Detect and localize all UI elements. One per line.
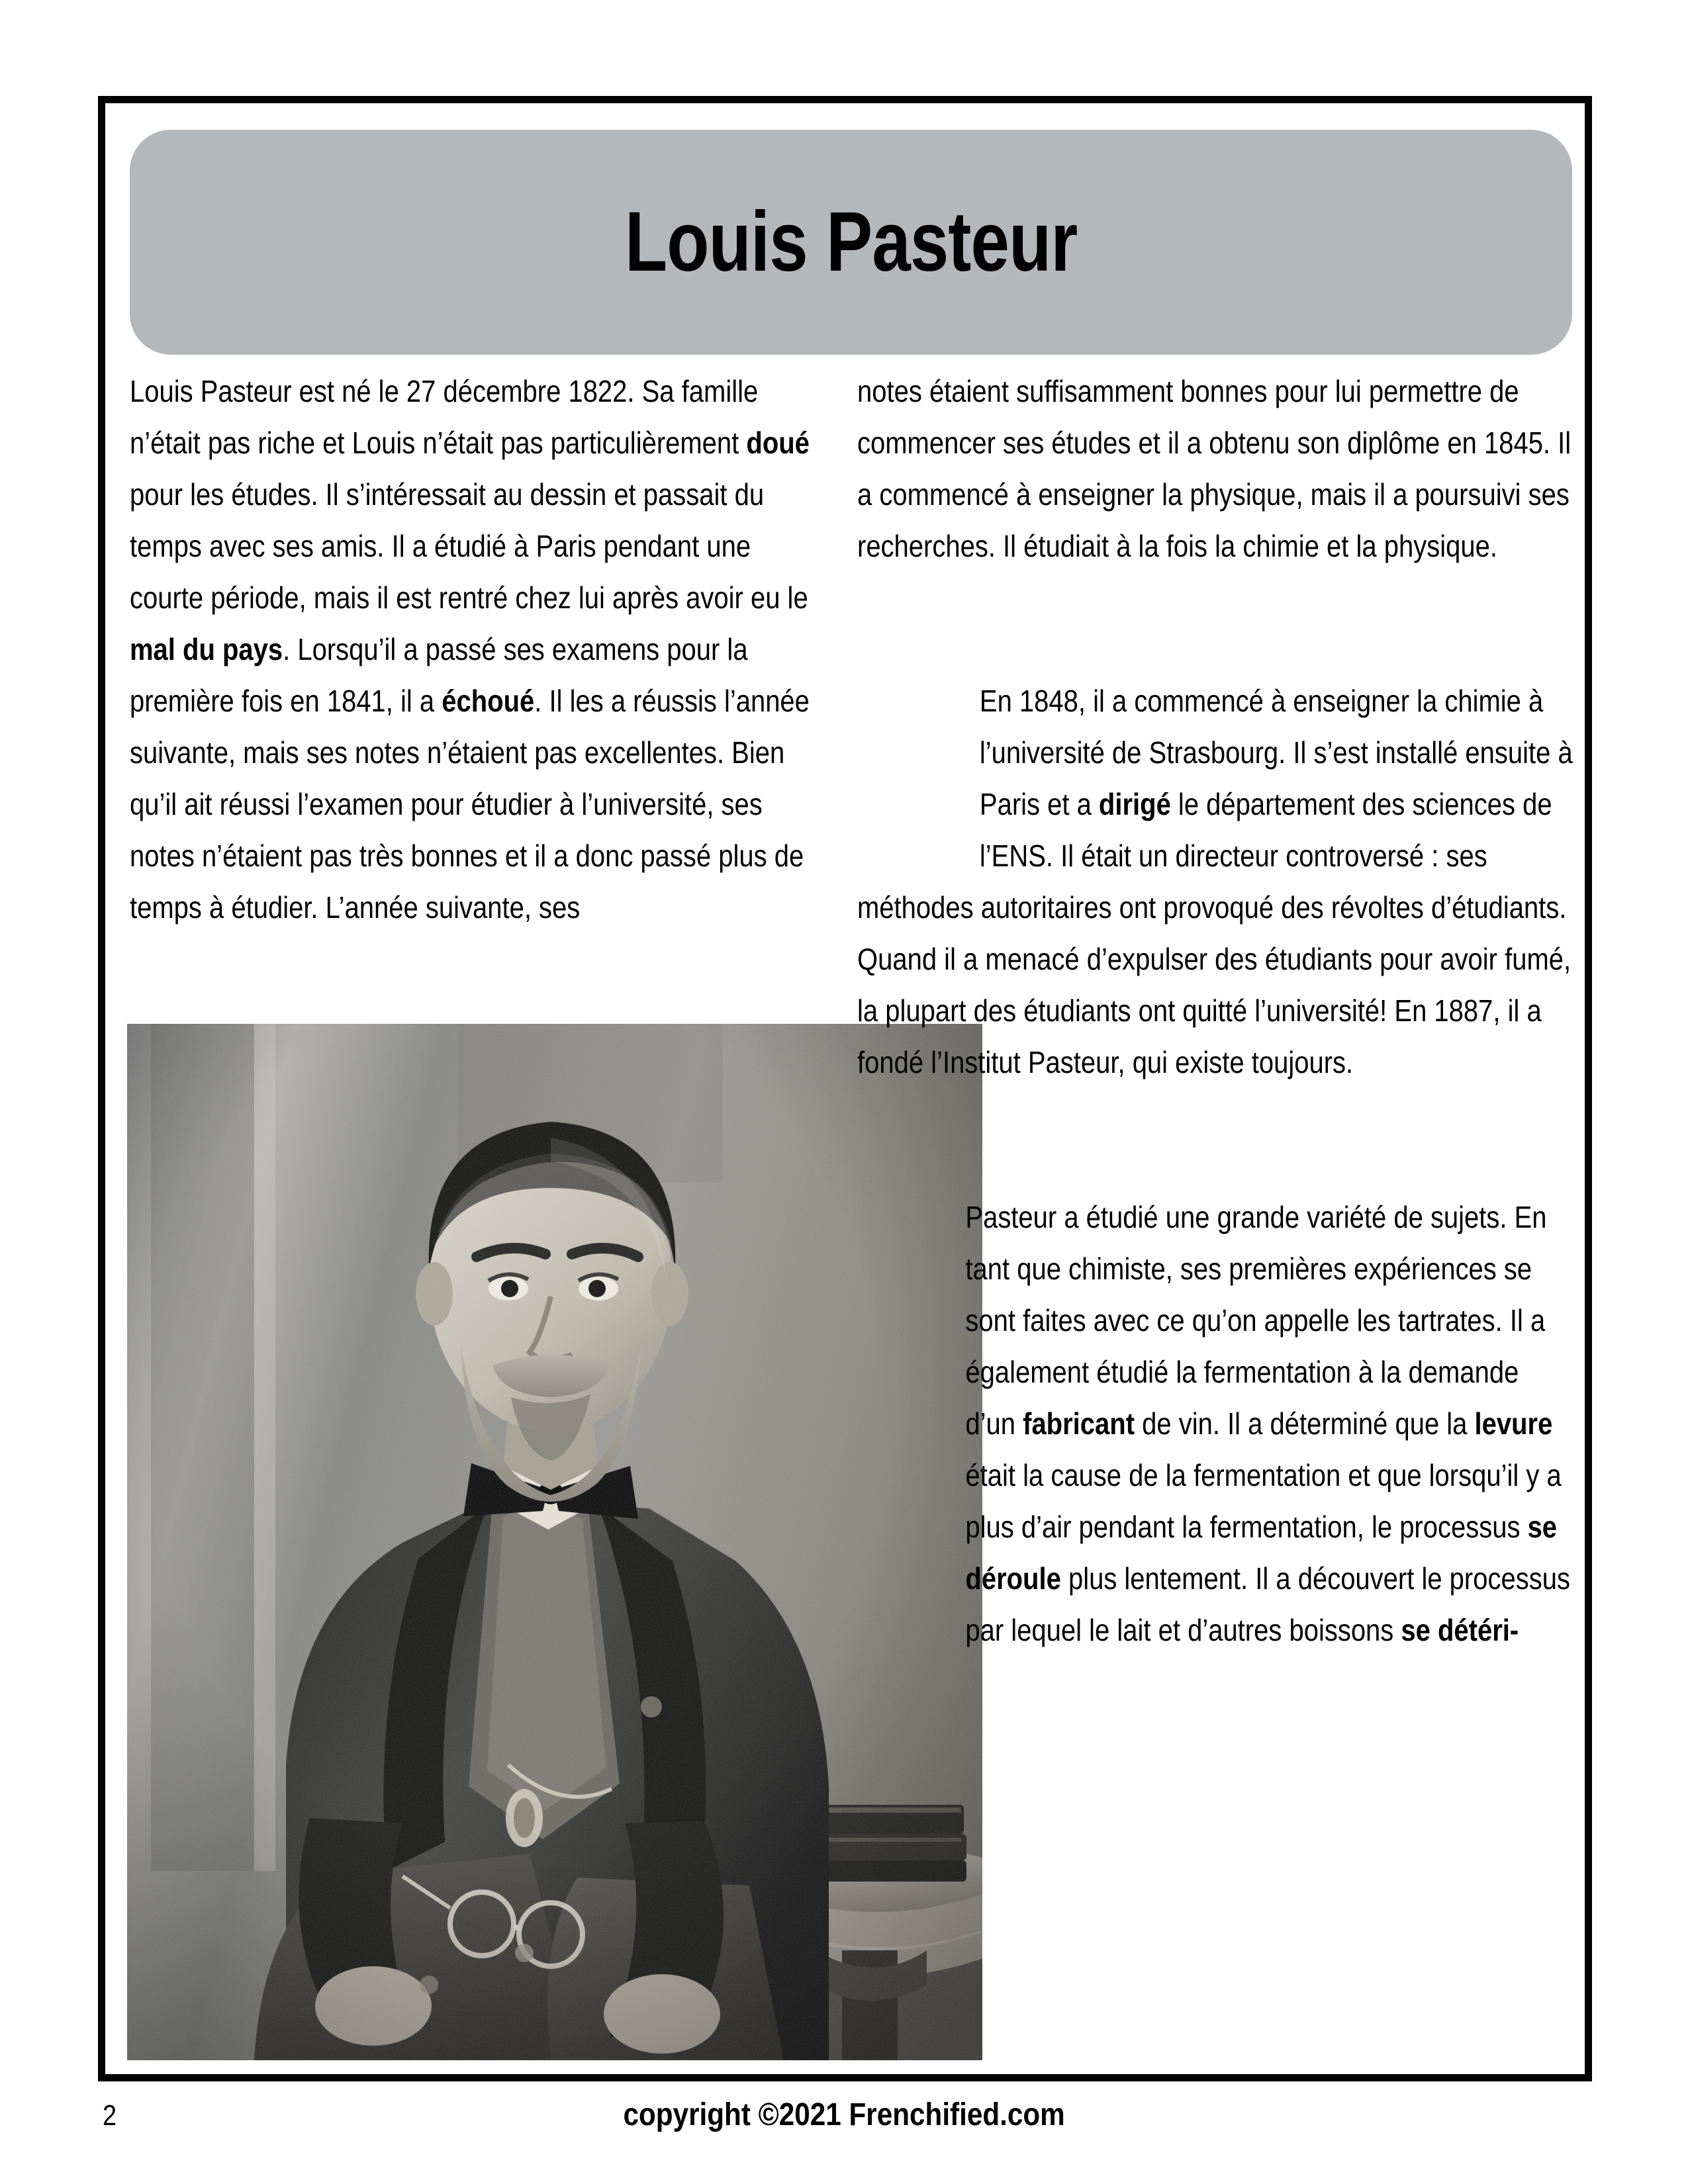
text-run: pour les études. Il s’intéressait au dessin et passait du temps avec ses amis. Il a étudié à Paris pendant une courte période, mais il est rentré chez lui après avoir eu le — [130, 477, 808, 615]
image-wrap-shim — [857, 675, 980, 834]
emphasis-term: se déroule — [965, 1510, 1558, 1596]
text-run: . Lorsqu’il a passé ses examens pour la première fois en 1841, il a — [130, 632, 748, 718]
text-run: de vin. Il a déterminé que la — [1135, 1406, 1475, 1441]
emphasis-term: dirigé — [1098, 787, 1171, 821]
text-run: était la cause de la fermentation et que lorsqu’il y a plus d’air pendant la fermentation, le processus — [965, 1458, 1562, 1544]
text-run: En 1848, il a commencé à enseigner la chimie à l’université de Strasbourg. Il s’est installé ensuite à Paris et a — [979, 684, 1573, 821]
text-run: Pasteur a étudié une grande variété de sujets. En tant que chimiste, ses premières expériences se sont faites avec ce qu’on appelle les tartrates. Il a également étudié la fermentation à la demande d’un — [965, 1200, 1547, 1441]
copyright-notice — [0, 2099, 1688, 2131]
emphasis-term: doué — [746, 426, 810, 460]
left-text-column — [130, 365, 810, 933]
louis-pasteur-portrait-image — [127, 1024, 982, 2060]
text-run: notes étaient suffisamment bonnes pour lui permettre de commencer ses études et il a obtenu son diplôme en 1845. Il a commencé à enseigner la physique, mais il a poursuivi ses recherches. Il étudiait à la fois la chimie et la physique. — [857, 374, 1571, 563]
text-run: Louis Pasteur est né le 27 décembre 1822. Sa famille n’était pas riche et Louis n’était pas particulièrement — [130, 374, 759, 460]
emphasis-term: se détéri- — [1401, 1613, 1519, 1647]
portrait-illustration — [127, 1024, 982, 2060]
paragraph-spacer — [857, 572, 1573, 675]
right-text-column — [857, 365, 1573, 1656]
title-banner — [130, 130, 1572, 355]
emphasis-term: échoué — [442, 684, 535, 718]
emphasis-term: fabricant — [1023, 1406, 1135, 1441]
emphasis-term: levure — [1474, 1406, 1553, 1441]
page-title: Louis Pasteur — [624, 195, 1078, 289]
paragraph-spacer — [857, 1088, 1573, 1191]
paragraph — [130, 365, 810, 933]
paragraph — [857, 365, 1573, 572]
text-run: plus lentement. Il a découvert le processus par lequel le lait et d’autres boissons — [965, 1561, 1570, 1647]
text-run: . Il les a réussis l’année suivante, mais ses notes n’étaient pas excellentes. Bien qu’il ait réussi l’examen pour étudier à l’université, ses notes n’étaient pas très bonnes et il a donc passé plus de temps à étudier. L’année suivante, ses — [130, 684, 810, 925]
paragraph — [965, 1191, 1573, 1656]
page-number: 2 — [103, 2099, 117, 2132]
copyright-text: copyright ©2021 Frenchified.com — [623, 2097, 1065, 2132]
paragraph — [857, 675, 1573, 1088]
text-run: le département des sciences de l’ENS. Il était un directeur controversé : ses méthodes autoritaires ont provoqué des révoltes d’étudiants. Quand il a menacé d’expulser des étudiants pour avoir fumé, la plupart des étudiants ont quitté l’université! En 1887, il a fondé l’Institut Pasteur, qui existe toujours. — [857, 787, 1571, 1079]
emphasis-term: mal du pays — [130, 632, 283, 666]
